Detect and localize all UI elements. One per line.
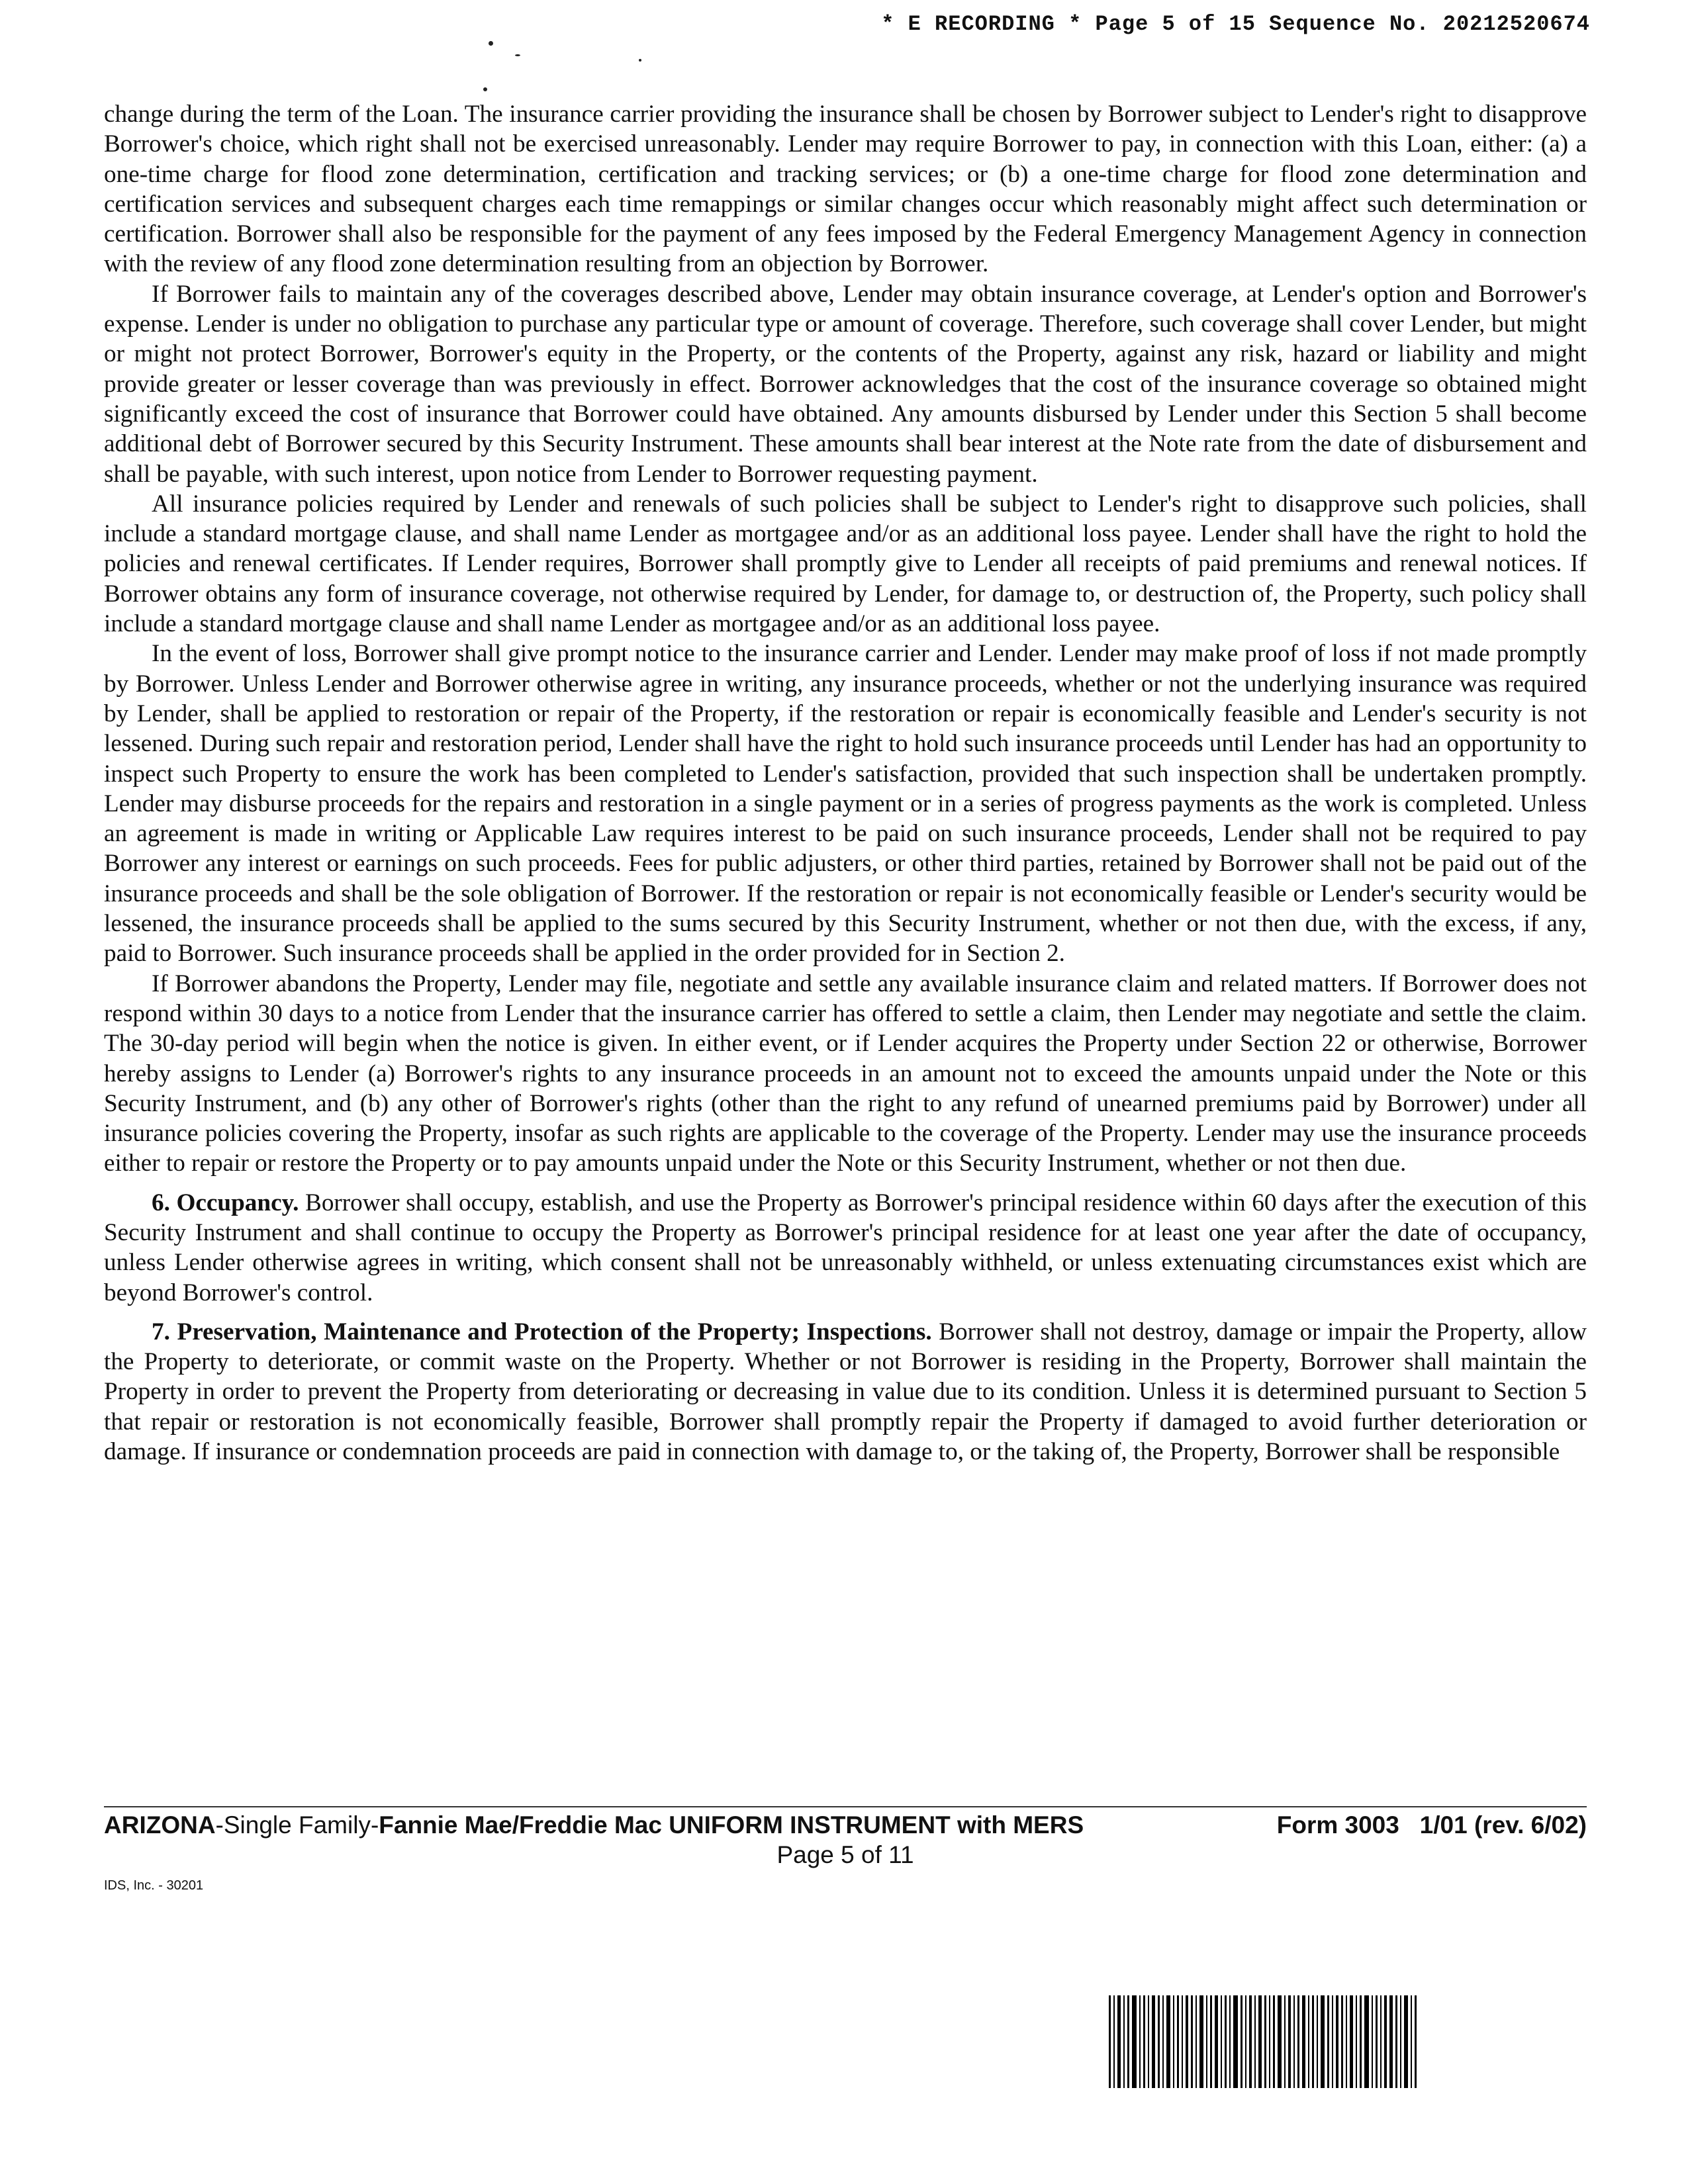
barcode-bar xyxy=(1389,1995,1393,2088)
footer-divider xyxy=(104,1806,1587,1807)
footer-instrument-name: Fannie Mae/Freddie Mac UNIFORM INSTRUMENT with MERS xyxy=(379,1811,1084,1839)
barcode-bar xyxy=(1221,1995,1222,2088)
barcode-bar xyxy=(1269,1995,1270,2088)
barcode-bar xyxy=(1341,1995,1343,2088)
section-preservation xyxy=(104,1317,1587,1467)
barcode-bar xyxy=(1254,1995,1256,2088)
barcode-bar xyxy=(1376,1995,1378,2088)
barcode-bar xyxy=(1139,1995,1141,2088)
barcode-bar xyxy=(1346,1995,1347,2088)
footer-form-line xyxy=(104,1811,1587,1840)
barcode-bar xyxy=(1400,1995,1401,2088)
paragraph-flood-insurance: change during the term of the Loan. The insurance carrier providing the insurance shall be chosen by Borrower subject to Lender's right to disapprove Borrower's choice, which right shall not be exercised unreasonably. Lender may require Borrower to pay, in connection with this Loan, either: (a) a one-time charge for flood zone determination, certification and tracking services; or (b) a one-time charge for flood zone determination and certification services and subsequent charges each time remappings or similar changes occur which reasonably might affect such determination or certification. Borrower shall also be responsible for the payment of any fees imposed by the Federal Emergency Management Agency in connection with the review of any flood zone determination resulting from an objection by Borrower. xyxy=(104,101,1587,278)
barcode-bar xyxy=(1152,1995,1155,2088)
barcode-bar xyxy=(1117,1995,1121,2088)
paragraph-abandonment: If Borrower abandons the Property, Lender may file, negotiate and settle any available insurance claim and related matters. If Borrower does not respond within 30 days to a notice from Lender that the insurance carrier has offered to settle a claim, then Lender may negotiate and settle the claim. The 30-day period will begin when the notice is given. In either event, or if Lender acquires the Property under Section 22 or otherwise, Borrower hereby assigns to Lender (a) Borrower's rights to any insurance proceeds in an amount not to exceed the amounts unpaid under the Note or this Security Instrument, and (b) any other of Borrower's rights (other than the right to any refund of unearned premiums paid by Borrower) under all insurance policies covering the Property, insofar as such rights are applicable to the coverage of the Property. Lender may use the insurance proceeds either to repair or restore the Property or to pay amounts unpaid under the Note or this Security Instrument, whether or not then due. xyxy=(104,970,1587,1177)
barcode-bar xyxy=(1206,1995,1207,2088)
barcode-bar xyxy=(1113,1995,1115,2088)
barcode-bar xyxy=(1233,1995,1238,2088)
barcode-bar xyxy=(1225,1995,1227,2088)
section-occupancy-heading: 6. Occupancy. xyxy=(152,1189,299,1216)
barcode-bar xyxy=(1241,1995,1243,2088)
barcode-bar xyxy=(1196,1995,1197,2088)
barcode-bar xyxy=(1411,1995,1412,2088)
footer-page-number: Page 5 of 11 xyxy=(776,1841,914,1868)
barcode-bar xyxy=(1302,1995,1305,2088)
barcode-bar xyxy=(1162,1995,1164,2088)
barcode-bar xyxy=(1336,1995,1338,2088)
recording-stamp: * E RECORDING * Page 5 of 15 Sequence No. 20212520674 xyxy=(881,12,1590,36)
barcode-bar xyxy=(1372,1995,1373,2088)
barcode-bar xyxy=(1308,1995,1309,2088)
barcode-bar xyxy=(1173,1995,1174,2088)
barcode-bar xyxy=(1109,1995,1111,2088)
barcode-bar xyxy=(1199,1995,1203,2088)
barcode-bar xyxy=(1395,1995,1397,2088)
barcode-bar xyxy=(1364,1995,1369,2088)
barcode-bar xyxy=(1350,1995,1353,2088)
barcode-bar xyxy=(1415,1995,1417,2088)
footer-family-type: -Single Family- xyxy=(215,1811,379,1839)
section-preservation-heading: 7. Preservation, Maintenance and Protection of the Property; Inspections. xyxy=(152,1318,932,1345)
barcode-bar xyxy=(1249,1995,1252,2088)
footer-state: ARIZONA xyxy=(104,1811,216,1839)
barcode-bar xyxy=(1288,1995,1291,2088)
footer-form-number: Form 3003 1/01 (rev. 6/02) xyxy=(1276,1811,1587,1839)
section-preservation-text: Borrower shall not destroy, damage or impair the Property, allow the Property to deteriorate, or commit waste on the Property. Whether or not Borrower is residing in the Property, Borrower shall maintain the Property in order to prevent the Property from deteriorating or decreasing in value due to its condition. Unless it is determined pursuant to Section 5 that repair or restoration is not economically feasible, Borrower shall promptly repair the Property if damaged to avoid further deterioration or damage. If insurance or condemnation proceeds are paid in connection with damage to, or the taking of, the Property, Borrower shall be responsible xyxy=(104,1318,1587,1466)
barcode-bar xyxy=(1229,1995,1231,2088)
barcode-bar xyxy=(1182,1995,1183,2088)
barcode-bar xyxy=(1404,1995,1408,2088)
scan-speck xyxy=(483,87,487,91)
scan-speck xyxy=(639,59,641,62)
barcode-bar xyxy=(1273,1995,1275,2088)
scan-speck xyxy=(489,41,493,46)
paragraph-insurance-policies: All insurance policies required by Lender and renewals of such policies shall be subject to Lender's right to disapprove such policies, shall include a standard mortgage clause, and shall name Lender as mortgagee and/or as an additional loss payee. Lender shall have the right to hold the policies and renewal certificates. If Lender requires, Borrower shall promptly give to Lender all receipts of paid premiums and renewal notices. If Borrower obtains any form of insurance coverage, not otherwise required by Lender, for damage to, or destruction of, the Property, such policy shall include a standard mortgage clause and shall name Lender as mortgagee and/or as an additional loss payee. xyxy=(104,490,1587,638)
barcode-bar xyxy=(1380,1995,1382,2088)
barcode-bar xyxy=(1123,1995,1125,2088)
barcode-bar xyxy=(1215,1995,1218,2088)
barcode-bar xyxy=(1210,1995,1212,2088)
barcode-bar xyxy=(1143,1995,1145,2088)
barcode-bar xyxy=(1284,1995,1286,2088)
barcode xyxy=(1109,1995,1585,2088)
barcode-bar xyxy=(1264,1995,1266,2088)
paragraph-event-of-loss: In the event of loss, Borrower shall give prompt notice to the insurance carrier and Lender. Lender may make proof of loss if not made promptly by Borrower. Unless Lender and Borrower otherwise agree in writing, any insurance proceeds, whether or not the underlying insurance was required by Lender, shall be applied to restoration or repair of the Property, if the restoration or repair is economically feasible and Lender's security is not lessened. During such repair and restoration period, Lender shall have the right to hold such insurance proceeds until Lender has had an opportunity to inspect such Property to ensure the work has been completed to Lender's satisfaction, provided that such inspection shall be undertaken promptly. Lender may disburse proceeds for the repairs and restoration in a single payment or in a series of progress payments as the work is completed. Unless an agreement is made in writing or Applicable Law requires interest to be paid on such insurance proceeds, Lender shall not be required to pay Borrower any interest or earnings on such proceeds. Fees for public adjusters, or other third parties, retained by Borrower shall not be paid out of the insurance proceeds and shall be the sole obligation of Borrower. If the restoration or repair is not economically feasible or Lender's security would be lessened, the insurance proceeds shall be applied to the sums secured by this Security Instrument, whether or not then due, with the excess, if any, paid to Borrower. Such insurance proceeds shall be applied in the order provided for in Section 2. xyxy=(104,640,1587,968)
barcode-bar xyxy=(1166,1995,1170,2088)
barcode-bar xyxy=(1258,1995,1262,2088)
barcode-bar xyxy=(1278,1995,1282,2088)
section-occupancy-text: Borrower shall occupy, establish, and use the Property as Borrower's principal residence within 60 days after the execution of this Security Instrument and shall continue to occupy the Property as Borrower's principal residence for at least one year after the date of occupancy, unless Lender otherwise agrees in writing, which consent shall not be unreasonably withheld, or unless extenuating circumstances exist which are beyond Borrower's control. xyxy=(104,1189,1587,1306)
barcode-bar xyxy=(1297,1995,1299,2088)
barcode-bar xyxy=(1186,1995,1188,2088)
footer-instrument xyxy=(104,1811,1084,1840)
vendor-code: IDS, Inc. - 30201 xyxy=(104,1878,204,1893)
barcode-bar xyxy=(1158,1995,1160,2088)
paragraph-lender-coverage: If Borrower fails to maintain any of the coverages described above, Lender may obtain insurance coverage, at Lender's option and Borrower's expense. Lender is under no obligation to purchase any particular type or amount of coverage. Therefore, such coverage shall cover Lender, but might or might not protect Borrower, Borrower's equity in the Property, or the contents of the Property, against any risk, hazard or liability and might provide greater or lesser coverage than was previously in effect. Borrower acknowledges that the cost of the insurance coverage so obtained might significantly exceed the cost of insurance that Borrower could have obtained. Any amounts disbursed by Lender under this Section 5 shall become additional debt of Borrower secured by this Security Instrument. These amounts shall bear interest at the Note rate from the date of disbursement and shall be payable, with such interest, upon notice from Lender to Borrower requesting payment. xyxy=(104,280,1587,488)
barcode-bar xyxy=(1245,1995,1246,2088)
barcode-bar xyxy=(1327,1995,1329,2088)
barcode-bar xyxy=(1132,1995,1137,2088)
barcode-bar xyxy=(1312,1995,1314,2088)
barcode-bar xyxy=(1317,1995,1318,2088)
scan-speck xyxy=(515,54,520,56)
barcode-bar xyxy=(1191,1995,1193,2088)
section-occupancy xyxy=(104,1188,1587,1308)
barcode-bar xyxy=(1356,1995,1357,2088)
barcode-bar xyxy=(1384,1995,1387,2088)
barcode-bar xyxy=(1127,1995,1129,2088)
barcode-bar xyxy=(1332,1995,1333,2088)
barcode-bar xyxy=(1148,1995,1149,2088)
barcode-bar xyxy=(1293,1995,1295,2088)
barcode-bar xyxy=(1177,1995,1179,2088)
barcode-bar xyxy=(1360,1995,1362,2088)
document-body xyxy=(104,99,1587,1467)
barcode-bar xyxy=(1321,1995,1325,2088)
